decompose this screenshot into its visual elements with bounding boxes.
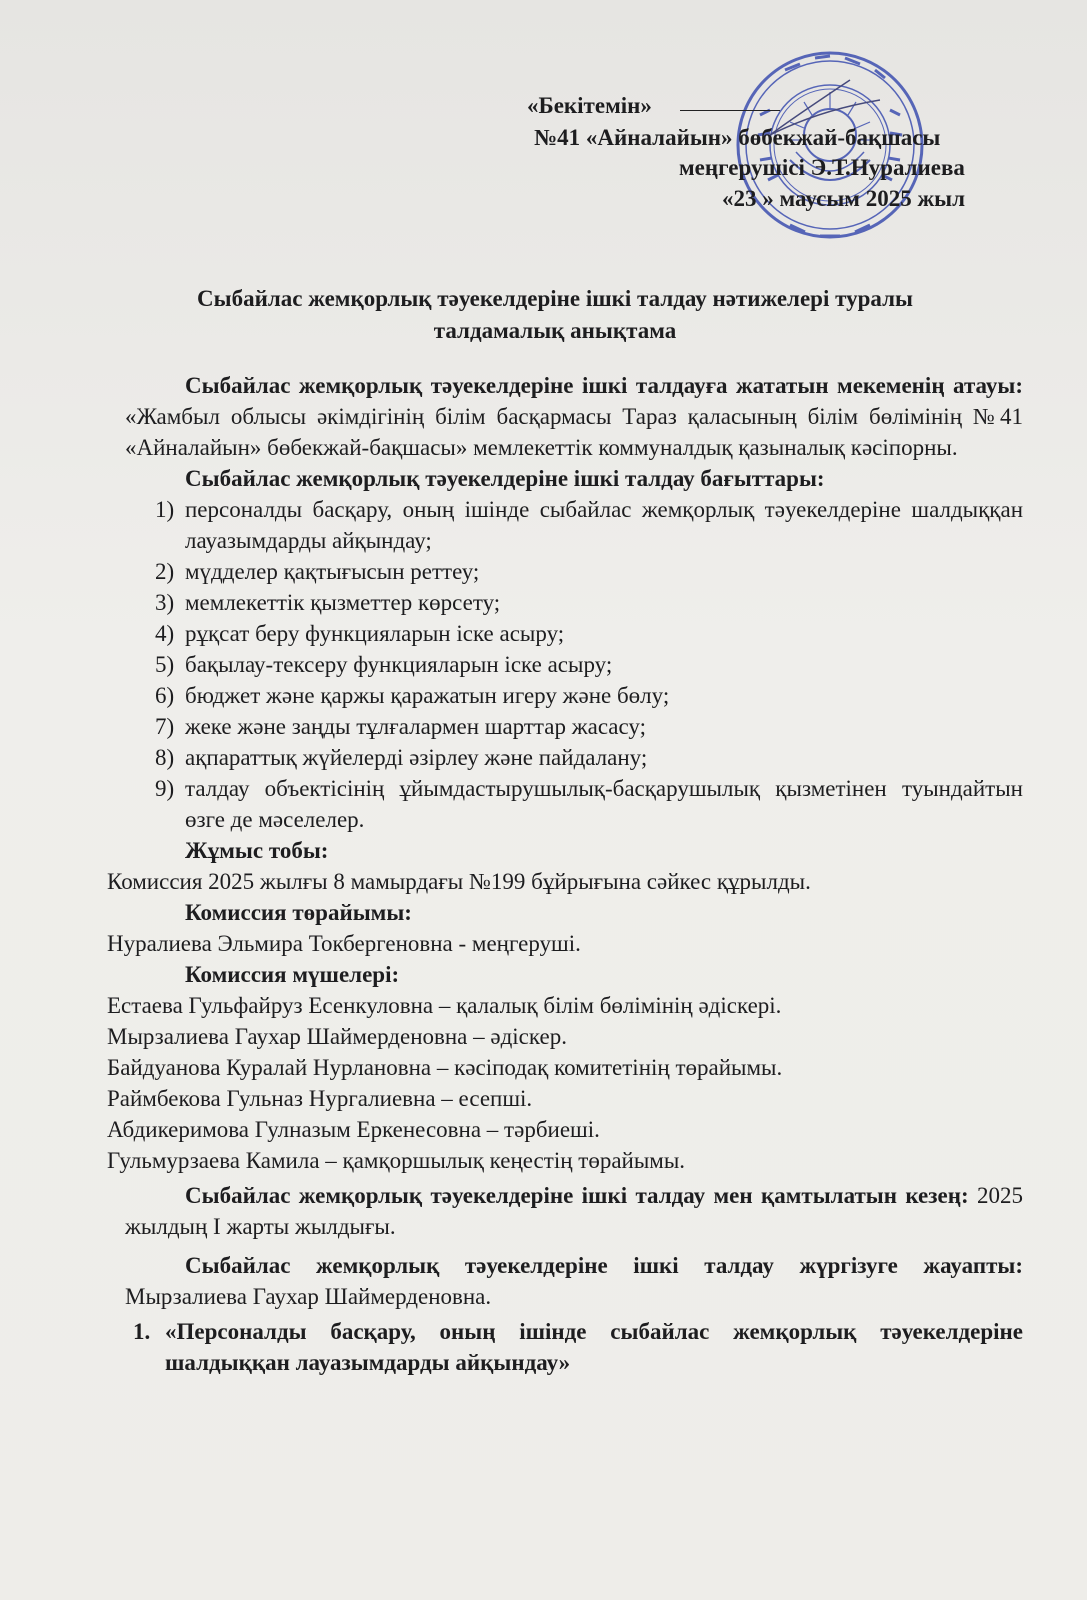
- list-item: 5) бақылау-тексеру функцияларын іске асыру;: [155, 652, 613, 677]
- section-1-heading: [125, 1316, 1023, 1378]
- approval-head-line: меңгерушісі Э.Т.Нуралиева: [679, 155, 965, 180]
- document-title: [120, 283, 990, 347]
- directions-list: [125, 494, 1023, 835]
- section-number: 1.: [133, 1319, 151, 1344]
- member-item: Абдикеримова Гулназым Еркенесовна – тәрбиеші.: [107, 1117, 600, 1142]
- list-item: 8) ақпараттық жүйелерді әзірлеу және пайдалану;: [155, 745, 648, 770]
- members-heading: Комиссия мүшелері:: [185, 962, 400, 987]
- institution-paragraph: [125, 370, 1023, 463]
- approval-org-line: №41 «Айналайын» бөбекжай-бақшасы: [534, 125, 941, 150]
- responsible-paragraph: [125, 1250, 1023, 1312]
- list-item: 7) жеке және заңды тұлғалармен шарттар жасасу;: [155, 714, 647, 739]
- period-label: Сыбайлас жемқорлық тәуекелдеріне ішкі талдау мен қамтылатын кезең:: [185, 1183, 969, 1208]
- approval-date-line: «23 » маусым 2025 жыл: [722, 186, 966, 211]
- list-item: 2) мүдделер қақтығысын реттеу;: [155, 559, 480, 584]
- approve-label: «Бекітемін»: [527, 93, 652, 118]
- member-item: Естаева Гульфайруз Есенкуловна – қалалық білім бөлімінің әдіскері.: [107, 993, 782, 1018]
- directions-heading: Сыбайлас жемқорлық тәуекелдеріне ішкі талдау бағыттары:: [185, 466, 825, 491]
- chair-text: Нуралиева Эльмира Токбергеновна - меңгеруші.: [107, 931, 581, 956]
- member-item: Гульмурзаева Камила – қамқоршылық кеңестің төрайымы.: [107, 1148, 686, 1173]
- title-line-1: Сыбайлас жемқорлық тәуекелдеріне ішкі талдау нәтижелері туралы: [197, 286, 913, 311]
- list-item: 1) персоналды басқару, оның ішінде сыбайлас жемқорлық тәуекелдеріне шалдыққан лауазымдарды айқындау;: [155, 497, 1023, 553]
- chair-heading: Комиссия төрайымы:: [185, 900, 412, 925]
- responsible-label: Сыбайлас жемқорлық тәуекелдеріне ішкі талдау жүргізуге жауапты:: [185, 1253, 1023, 1278]
- member-item: Раймбекова Гульназ Нургалиевна – есепші.: [107, 1086, 533, 1111]
- member-item: Мырзалиева Гаухар Шаймерденовна – әдіскер.: [107, 1024, 567, 1049]
- approval-block: [0, 0, 1087, 260]
- list-item: 6) бюджет және қаржы қаражатын игеру және бөлу;: [155, 683, 670, 708]
- signature-line: [680, 110, 780, 111]
- section-title: «Персоналды басқару, оның ішінде сыбайлас жемқорлық тәуекелдеріне шалдыққан лауазымдарды айқындау»: [165, 1319, 1023, 1375]
- member-item: Байдуанова Куралай Нурлановна – кәсіподақ комитетінің төрайымы.: [107, 1055, 783, 1080]
- list-item: 3) мемлекеттік қызметтер көрсету;: [155, 590, 501, 615]
- list-item: 4) рұқсат беру функцияларын іске асыру;: [155, 621, 565, 646]
- institution-value: «Жамбыл облысы әкімдігінің білім басқармасы Тараз қаласының білім бөлімінің №41 «Айналайын» бөбекжай-бақшасы» мемлекеттік коммуналдық қазыналық кәсіпорны.: [125, 404, 1023, 460]
- work-group-text: Комиссия 2025 жылғы 8 мамырдағы №199 бұйрығына сәйкес құрылды.: [107, 869, 811, 894]
- list-item: 9) талдау объектісінің ұйымдастырушылық-басқарушылық қызметінен туындайтын өзге де мәселелер.: [155, 776, 1023, 832]
- responsible-value: Мырзалиева Гаухар Шаймерденовна.: [125, 1284, 492, 1309]
- institution-label: Сыбайлас жемқорлық тәуекелдеріне ішкі талдауға жататын мекеменің атауы:: [185, 373, 1023, 398]
- title-line-2: талдамалық анықтама: [433, 318, 677, 343]
- period-value: 2025 жылдың І жарты жылдығы.: [125, 1183, 1023, 1239]
- document-body: [107, 370, 1023, 1378]
- work-group-heading: Жұмыс тобы:: [185, 838, 329, 863]
- period-paragraph: [125, 1180, 1023, 1242]
